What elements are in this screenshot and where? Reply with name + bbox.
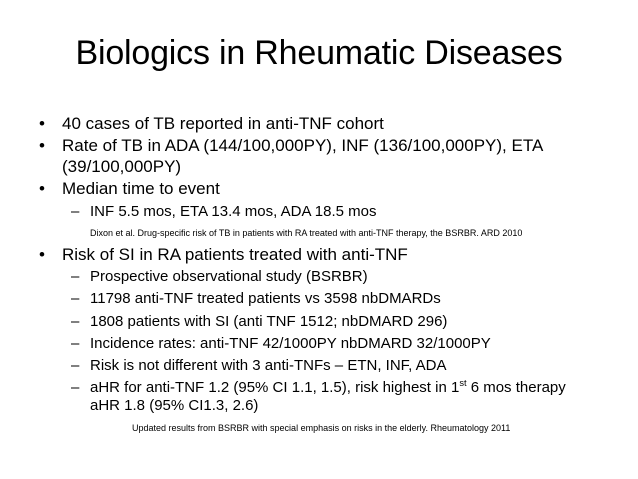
sub-si-patients: 1808 patients with SI (anti TNF 1512; nbDMARD 296) xyxy=(90,313,448,330)
dash-marker: – xyxy=(71,335,80,352)
bullet-marker: • xyxy=(39,245,45,264)
sub-study-design: Prospective observational study (BSRBR) xyxy=(90,268,368,285)
sub-ahr-text: aHR for anti-TNF 1.2 (95% CI 1.1, 1.5), risk highest in 1 xyxy=(90,379,460,396)
reference-rheumatology-2011: Updated results from BSRBR with special emphasis on risks in the elderly. Rheumatology 2011 xyxy=(132,423,511,433)
sub-ahr-text-end: 6 mos therapy xyxy=(466,379,566,396)
sub-ahr-line1 xyxy=(90,379,566,397)
sub-risk-comparison: Risk is not different with 3 anti-TNFs – ETN, INF, ADA xyxy=(90,357,447,374)
sub-ahr-line2: aHR 1.8 (95% CI1.3, 2.6) xyxy=(90,397,259,414)
dash-marker: – xyxy=(71,203,80,220)
bullet-marker: • xyxy=(39,114,45,133)
bullet-median-time: Median time to event xyxy=(62,179,220,198)
dash-marker: – xyxy=(71,379,80,396)
superscript-st: st xyxy=(459,378,467,388)
bullet-marker: • xyxy=(39,179,45,198)
bullet-si-risk: Risk of SI in RA patients treated with anti-TNF xyxy=(62,245,408,264)
bullet-tb-rate-line2: (39/100,000PY) xyxy=(62,157,182,176)
slide-title: Biologics in Rheumatic Diseases xyxy=(75,34,563,72)
bullet-marker: • xyxy=(39,136,45,155)
dash-marker: – xyxy=(71,268,80,285)
bullet-tb-rate-line1: Rate of TB in ADA (144/100,000PY), INF (136/100,000PY), ETA xyxy=(62,136,544,155)
reference-dixon-2010: Dixon et al. Drug-specific risk of TB in patients with RA treated with anti-TNF therapy, the BSRBR. ARD 2010 xyxy=(90,228,523,238)
dash-marker: – xyxy=(71,290,80,307)
bullet-tb-cases: 40 cases of TB reported in anti-TNF cohort xyxy=(62,114,384,133)
dash-marker: – xyxy=(71,313,80,330)
sub-incidence-rates: Incidence rates: anti-TNF 42/1000PY nbDMARD 32/1000PY xyxy=(90,335,491,352)
dash-marker: – xyxy=(71,357,80,374)
sub-median-times: INF 5.5 mos, ETA 13.4 mos, ADA 18.5 mos xyxy=(90,203,377,220)
sub-patient-counts: 11798 anti-TNF treated patients vs 3598 nbDMARDs xyxy=(90,290,441,307)
